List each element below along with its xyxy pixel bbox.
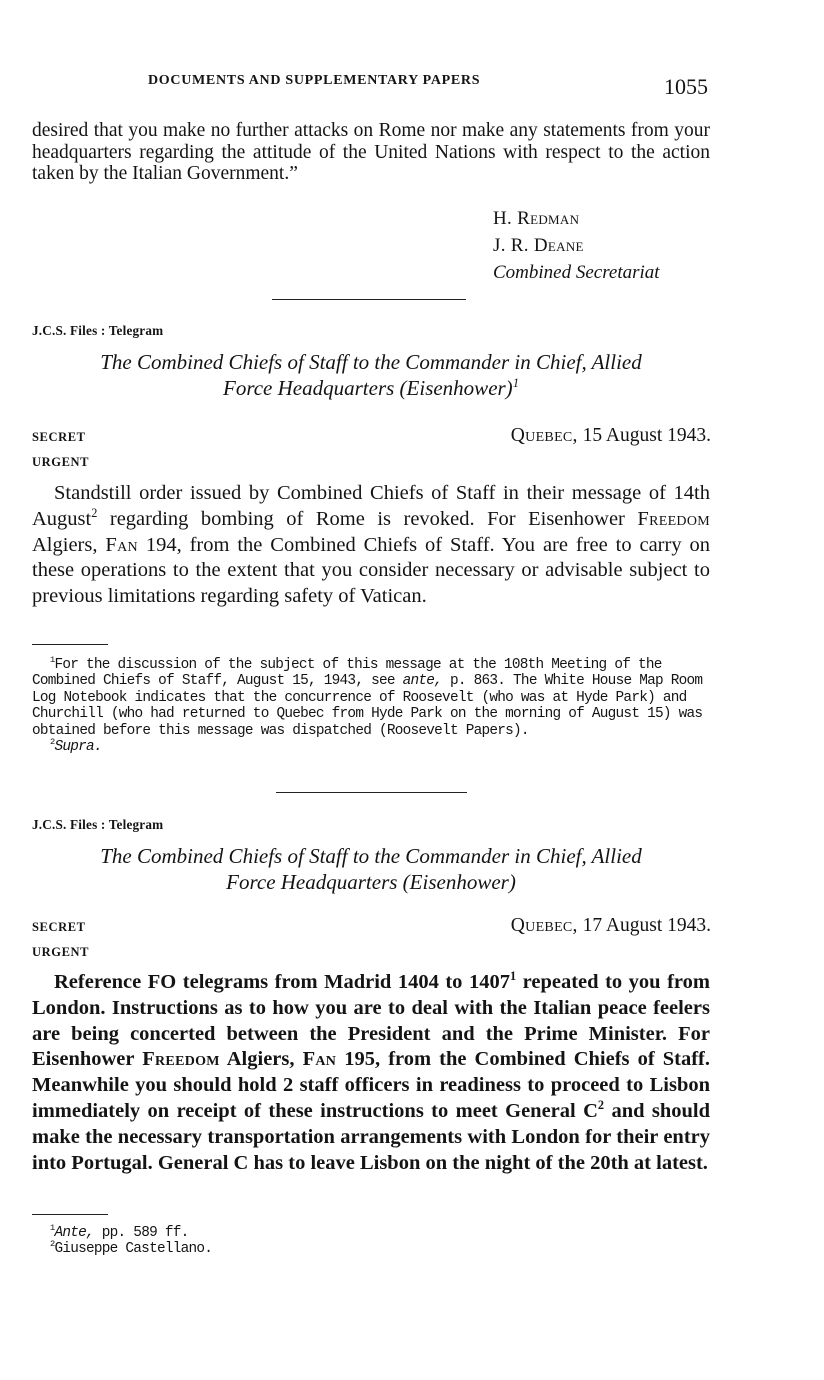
footnote-rule — [32, 644, 108, 645]
doc1-footnote-2: $^2$Supra. — [50, 737, 102, 756]
signatory-office: Combined Secretariat — [493, 262, 660, 283]
footnote-ref: 2 — [597, 1098, 605, 1113]
doc2-source: J.C.S. Files : Telegram — [32, 817, 164, 832]
footnote-ref: 1 — [509, 969, 517, 984]
doc2-classification-secret: SECRET — [32, 920, 86, 934]
doc1-body: Standstill order issued by Combined Chiefs of Staff in their message of 14th August$^2$ regarding bombing of Rome is revoked. For Eisenhower Freedom Algiers, Fan 194, from the Combined Chiefs of Staff. You are free to carry on these operations to the extent that you consider necessary or advisable subject to previous limitations regarding safety of Vatican. — [32, 482, 710, 608]
footnote-rule — [32, 1214, 108, 1215]
doc1-footnote-1: $^1$For the discussion of the subject of this message at the 108th Meeting of the Combined Chiefs of Staff, August 15, 1943, see ante, p. 863. The White House Map Room Log Notebook indicates that the concurrence of Roosevelt (who was at Hyde Park) and Churchill (who had returned to Quebec from Hyde Park on the morning of August 15) was obtained before this message was dispatched (Roosevelt Papers). — [32, 655, 703, 739]
section-divider — [276, 792, 467, 793]
footnote-ref: 1 — [512, 376, 519, 390]
signatory-deane: J. R. Deane — [493, 235, 584, 256]
doc1-title — [32, 349, 710, 401]
doc2-title-line1: The Combined Chiefs of Staff to the Commander in Chief, Allied — [100, 844, 642, 868]
doc1-classification-secret: SECRET — [32, 430, 86, 444]
doc2-body: Reference FO telegrams from Madrid 1404 to 1407$^1$ repeated to you from London. Instructions as to how you are to deal with the Italian peace feelers are being concerted between the President and the Prime Minister. For Eisenhower Freedom Algiers, Fan 195, from the Combined Chiefs of Staff. Meanwhile you should hold 2 staff officers in readiness to proceed to Lisbon immediately on receipt of these instructions to meet General $C^2$ and should make the necessary transportation arrangements with London for their entry into Portugal. General C has to leave Lisbon on the night of the 20th at latest. — [32, 969, 711, 1174]
running-head: DOCUMENTS AND SUPPLEMENTARY PAPERS — [148, 73, 481, 88]
doc2-place-date: Quebec, 17 August 1943. — [510, 915, 711, 936]
doc2-classification-urgent: URGENT — [32, 945, 90, 959]
section-divider — [272, 299, 466, 300]
continuation-text: desired that you make no further attacks on Rome nor make any statements from your headquarters regarding the attitude of the United Nations with respect to the action taken by the Italian Government.” — [32, 120, 710, 185]
signatory-redman: H. Redman — [493, 208, 580, 229]
doc1-title-line2: Force Headquarters (Eisenhower)$^1$ — [223, 376, 519, 400]
doc1-footnotes — [32, 657, 712, 755]
doc1-classification-urgent: URGENT — [32, 455, 90, 469]
footnote-ref: 2 — [91, 505, 98, 520]
doc2-footnote-1: $^1$Ante, pp. 589 ff. — [50, 1223, 189, 1241]
signature-block — [493, 205, 660, 286]
doc2-title — [32, 843, 710, 895]
doc1-title-line1: The Combined Chiefs of Staff to the Commander in Chief, Allied — [100, 350, 642, 374]
doc2-footnotes — [32, 1225, 712, 1258]
doc1-source: J.C.S. Files : Telegram — [32, 323, 164, 338]
page-number: 1055 — [664, 74, 708, 99]
doc2-title-line2: Force Headquarters (Eisenhower) — [226, 870, 516, 894]
doc2-footnote-2: $^2$Giuseppe Castellano. — [50, 1239, 213, 1258]
doc1-place-date: Quebec, 15 August 1943. — [510, 425, 711, 446]
